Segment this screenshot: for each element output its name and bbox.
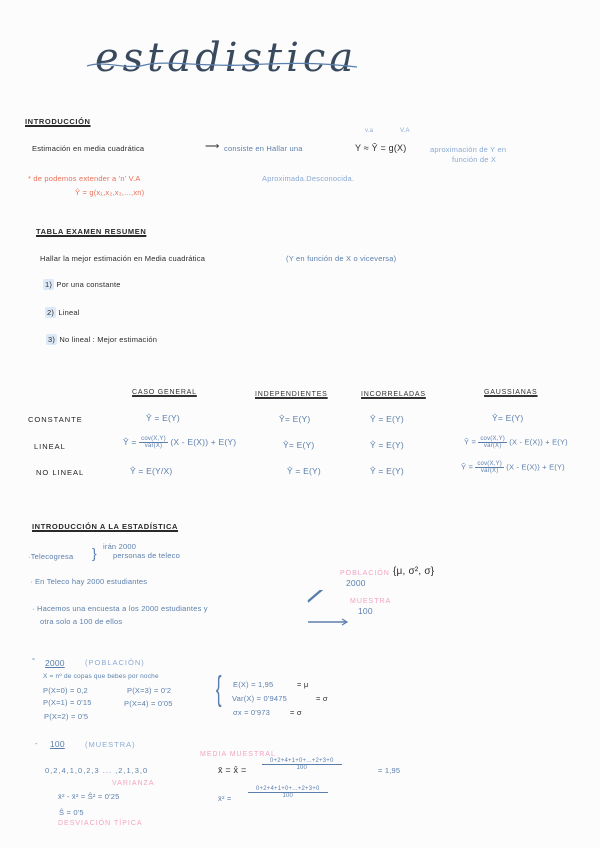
arrow-up bbox=[300, 590, 340, 610]
intro-line: Estimación en media cuadrática bbox=[32, 144, 145, 153]
item-number: 3) bbox=[48, 335, 56, 344]
poblacion-n: 2000 bbox=[45, 658, 65, 668]
red-formula: Ŷ = g(x₁,x₂,x₃,...,xn) bbox=[75, 188, 145, 197]
approx-note: aproximación de Y en bbox=[430, 145, 507, 154]
item-label: Por una constante bbox=[56, 280, 121, 289]
row-label: CONSTANTE bbox=[28, 415, 83, 424]
item-label: Lineal bbox=[58, 308, 80, 317]
prob: P(X=3) = 0'2 bbox=[127, 686, 172, 695]
bullet-text: otra solo a 100 de ellos bbox=[40, 617, 123, 626]
bullet-text: · En Teleco hay 2000 estudiantes bbox=[30, 577, 148, 586]
title-flourish bbox=[85, 58, 360, 74]
row-label: NO LINEAL bbox=[36, 468, 85, 477]
prob: P(X=4) = 0'05 bbox=[124, 699, 173, 708]
sigma-symbol: = σ bbox=[316, 694, 328, 703]
intro-heading: INTRODUCCIÓN bbox=[25, 117, 91, 126]
list-item bbox=[45, 308, 80, 317]
variance-formula: x̄² - x̄² = Ŝ² = 0'25 bbox=[58, 792, 120, 801]
cell: Ŷ= E(Y) bbox=[492, 413, 524, 423]
desviacion-label: DESVIACIÓN TÍPICA bbox=[58, 820, 143, 827]
prob: P(X=1) = 0'15 bbox=[43, 698, 92, 707]
intro-blue-text: consiste en Hallar una bbox=[224, 144, 303, 153]
tele-note: personas de teleco bbox=[113, 551, 180, 560]
bullet-text: · Hacemos una encuesta a los 2000 estudiantes y bbox=[32, 604, 208, 613]
cell: Ŷ = $\frac{\text{cov(X,Y)}}{\text{var(X)}}$ (X - E(X)) + E(Y) bbox=[464, 436, 568, 449]
params: {μ, σ², σ} bbox=[393, 566, 435, 577]
variance: Var(X) = 0'9475 bbox=[232, 694, 287, 703]
tabla-heading: TABLA EXAMEN RESUMEN bbox=[36, 227, 147, 236]
tele-text: ·Telecogresa bbox=[28, 552, 74, 561]
row-label: LINEAL bbox=[34, 442, 66, 451]
va-note: v.a bbox=[365, 128, 374, 134]
approx-desc: Aproximada.Desconocida. bbox=[262, 174, 355, 183]
media-label: MEDIA MUESTRAL bbox=[200, 751, 276, 758]
x2-symbol: x̄² = bbox=[218, 794, 232, 803]
red-note: * de podemos extender a 'n' V.A bbox=[28, 174, 141, 183]
item-label: No lineal : Mejor estimación bbox=[59, 335, 158, 344]
col-header: GAUSSIANAS bbox=[484, 389, 538, 396]
item-number: 1) bbox=[45, 280, 53, 289]
cell: Ŷ = $\frac{\text{cov(X,Y)}}{\text{var(X)}}$ (X - E(X)) + E(Y) bbox=[123, 436, 237, 449]
list-item bbox=[43, 280, 121, 289]
hallar-text: Hallar la mejor estimación en Media cuadrática bbox=[40, 254, 206, 263]
mean-value: = 1,95 bbox=[378, 766, 401, 775]
cell: Ŷ = $\frac{\text{cov(X,Y)}}{\text{var(X)}}$ (X - E(X)) + E(Y) bbox=[461, 461, 565, 474]
col-header: INCORRELADAS bbox=[361, 391, 426, 398]
tele-note: irán 2000 bbox=[103, 542, 137, 551]
bullet: - bbox=[35, 739, 38, 748]
muestra-label: (MUESTRA) bbox=[85, 740, 136, 749]
approx-note: función de X bbox=[452, 155, 497, 164]
definition: X = nº de copas que bebes por noche bbox=[43, 673, 159, 680]
cell: Ŷ= E(Y) bbox=[283, 440, 315, 450]
cell: Ŷ = E(Y) bbox=[370, 414, 404, 424]
std-dev: σx = 0'973 bbox=[233, 708, 271, 717]
arrow-icon: ⟶ bbox=[205, 141, 220, 152]
col-header: CASO GENERAL bbox=[132, 389, 197, 396]
std-value: Ŝ = 0'5 bbox=[59, 808, 84, 817]
va-note: V.A bbox=[400, 128, 410, 134]
muestra-n: 100 bbox=[50, 739, 65, 749]
sum-fraction: $\frac{0+2+4+1+0+...+2+3+0}{100}$ bbox=[248, 786, 328, 799]
prob: P(X=2) = 0'5 bbox=[44, 712, 89, 721]
cell: Ŷ = E(Y) bbox=[146, 413, 180, 423]
cell: Ŷ= E(Y) bbox=[279, 414, 311, 424]
brace: { bbox=[215, 670, 222, 708]
col-header: INDEPENDIENTES bbox=[255, 391, 328, 398]
mean-symbol: x̄ = x̂ = bbox=[218, 765, 247, 775]
intro-formula: Y ≈ Ŷ = g(X) bbox=[355, 143, 407, 153]
prob: P(X=0) = 0,2 bbox=[43, 686, 88, 695]
cell: Ŷ = E(Y) bbox=[370, 466, 404, 476]
estadistica-heading: INTRODUCCIÓN A LA ESTADÍSTICA bbox=[32, 522, 179, 531]
list-item bbox=[46, 335, 157, 344]
cell: Ŷ = E(Y) bbox=[287, 466, 321, 476]
item-number: 2) bbox=[47, 308, 55, 317]
mu-symbol: = μ bbox=[297, 680, 309, 689]
muestra-n: 100 bbox=[358, 606, 373, 616]
poblacion-label: POBLACIÓN bbox=[340, 570, 390, 577]
sigma-symbol: = σ bbox=[290, 708, 302, 717]
cell: Ŷ = E(Y/X) bbox=[130, 466, 173, 476]
hallar-blue: (Y en función de X o viceversa) bbox=[286, 254, 397, 263]
poblacion-n: 2000 bbox=[346, 578, 366, 588]
page-title: estadistica bbox=[95, 35, 358, 81]
sum-fraction: $\frac{0+2+4+1+0+...+2+3+0}{100}$ bbox=[262, 758, 342, 771]
bullet: ° bbox=[32, 656, 36, 665]
muestra-label: MUESTRA bbox=[350, 598, 392, 605]
sample-data: 0,2,4,1,0,2,3 ... ,2,1,3,0 bbox=[45, 766, 149, 775]
poblacion-label: (POBLACIÓN) bbox=[85, 658, 145, 667]
cell: Ŷ = E(Y) bbox=[370, 440, 404, 450]
varianza-label: VARIANZA bbox=[112, 780, 155, 787]
brace: } bbox=[92, 545, 97, 561]
expectation: E(X) = 1,95 bbox=[233, 680, 274, 689]
